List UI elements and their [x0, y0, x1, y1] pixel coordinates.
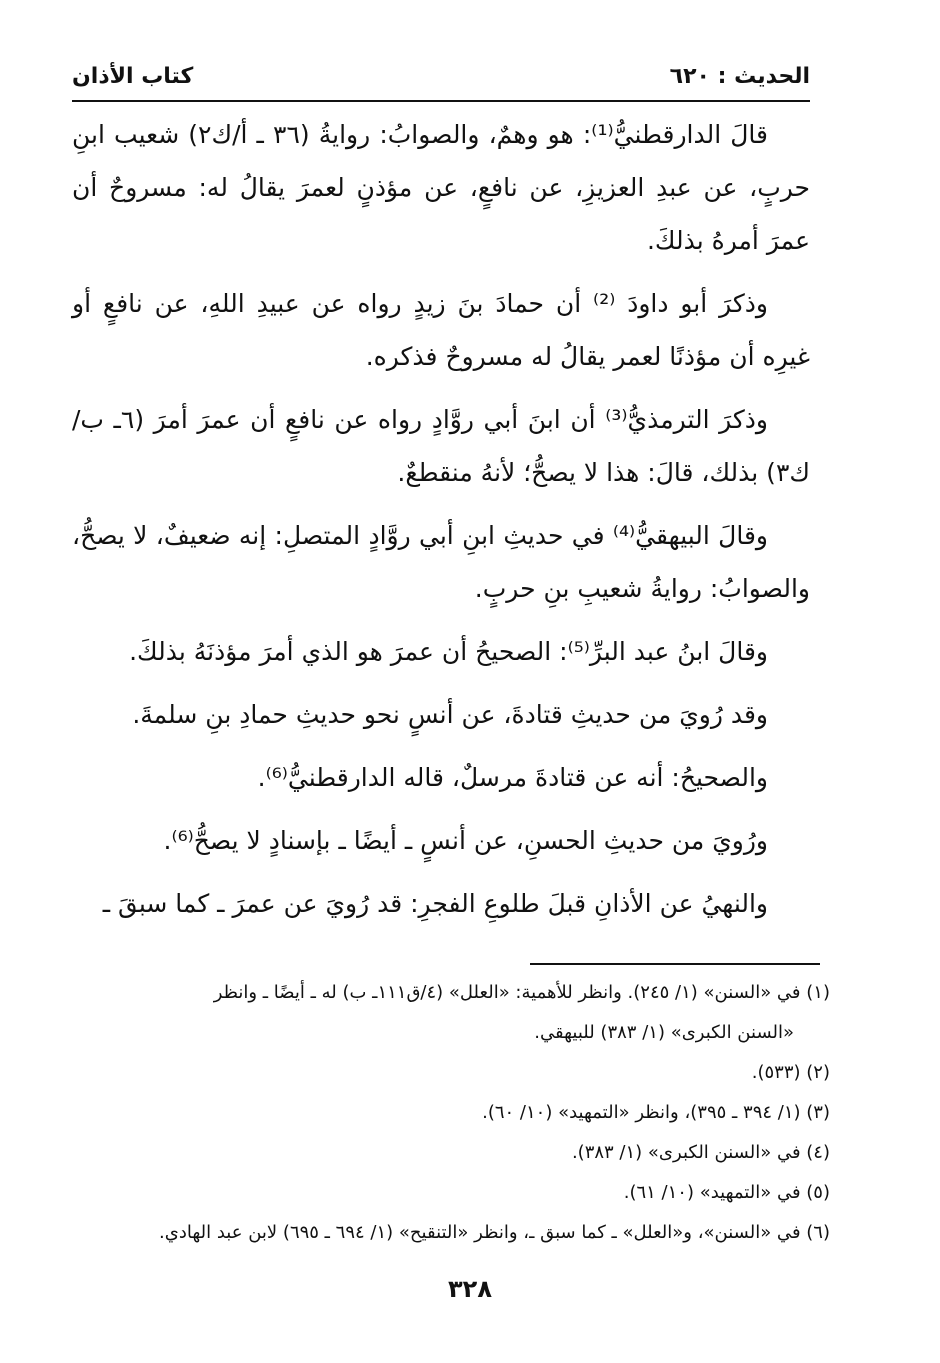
- footnote-continuation: «السنن الكبرى» (١/ ٣٨٣) للبيهقي.: [534, 1022, 794, 1043]
- footnotes: [72, 973, 830, 1253]
- footnote: (١) في «السنن» (١/ ٢٤٥). وانظر للأهمية: «العلل» (٤/ق١١١ـ ب) له ـ أيضًا ـ وانظر: [213, 982, 830, 1003]
- hadith-number: الحديث : ٦٢٠: [669, 64, 810, 89]
- paragraph: والصحيحُ: أنه عن قتادةَ مرسلٌ، قاله الدارقطنيُّ⁽⁶⁾.: [257, 763, 768, 792]
- footnote: (٢) (٥٣٣).: [751, 1062, 830, 1083]
- paragraph: وقد رُويَ من حديثِ قتادةَ، عن أنسٍ نحو حديثِ حمادِ بنِ سلمةَ.: [132, 700, 768, 729]
- footnote: (٤) في «السنن الكبرى» (١/ ٣٨٣).: [571, 1142, 830, 1163]
- footnote-separator: [530, 963, 820, 965]
- running-header: [72, 60, 810, 102]
- footnote: (٦) في «السنن»، و«العلل» ـ كما سبق ـ، وانظر «التنقيح» (١/ ٦٩٤ ـ ٦٩٥) لابن عبد الهادي.: [159, 1222, 830, 1243]
- page-number: ٣٢٨: [448, 1275, 492, 1303]
- paragraph: ورُويَ من حديثِ الحسنِ، عن أنسٍ ـ أيضًا ـ بإسنادٍ لا يصحُّ⁽⁶⁾.: [163, 826, 768, 855]
- paragraph: وذكرَ أبو داودَ ⁽²⁾ أن حمادَ بنَ زيدٍ رواه عن عبيدِ اللهِ، عن نافعٍ أو غيرِه أن مؤذنًا لعمر يقالُ له مسروحٌ فذكره.: [72, 289, 810, 371]
- main-text: [72, 108, 810, 940]
- footnote: (٥) في «التمهيد» (١٠/ ٦١).: [623, 1182, 830, 1203]
- footnote: (٣) (١/ ٣٩٤ ـ ٣٩٥)، وانظر «التمهيد» (١٠/ ٦٠).: [482, 1102, 830, 1123]
- book-title: كتاب الأذان: [72, 64, 194, 89]
- paragraph: وذكرَ الترمذيُّ⁽³⁾ أن ابنَ أبي روَّادٍ رواه عن نافعٍ أن عمرَ أمرَ (٦ـ ب/ ك٣) بذلك، قالَ: هذا لا يصحُّ؛ لأنهُ منقطعٌ.: [72, 405, 810, 487]
- paragraph: وقالَ البيهقيُّ⁽⁴⁾ في حديثِ ابنِ أبي روَّادٍ المتصلِ: إنه ضعيفٌ، لا يصحُّ، والصوابُ: روايةُ شعيبِ بنِ حربٍ.: [72, 521, 810, 603]
- paragraph: والنهيُ عن الأذانِ قبلَ طلوعِ الفجرِ: قد رُويَ عن عمرَ ـ كما سبقَ ـ: [102, 889, 768, 918]
- paragraph: قالَ الدارقطنيُّ⁽¹⁾: هو وهمٌ، والصوابُ: روايةُ (٣٦ ـ أ/ك٢) شعيب ابنِ حربٍ، عن عبدِ العزيزِ، عن نافعٍ، عن مؤذنٍ لعمرَ يقالُ له: مسروحٌ أن عمرَ أمرهُ بذلكَ.: [72, 120, 810, 255]
- paragraph: وقالَ ابنُ عبد البرِّ⁽⁵⁾: الصحيحُ أن عمرَ هو الذي أمرَ مؤذنَهُ بذلكَ.: [129, 637, 768, 666]
